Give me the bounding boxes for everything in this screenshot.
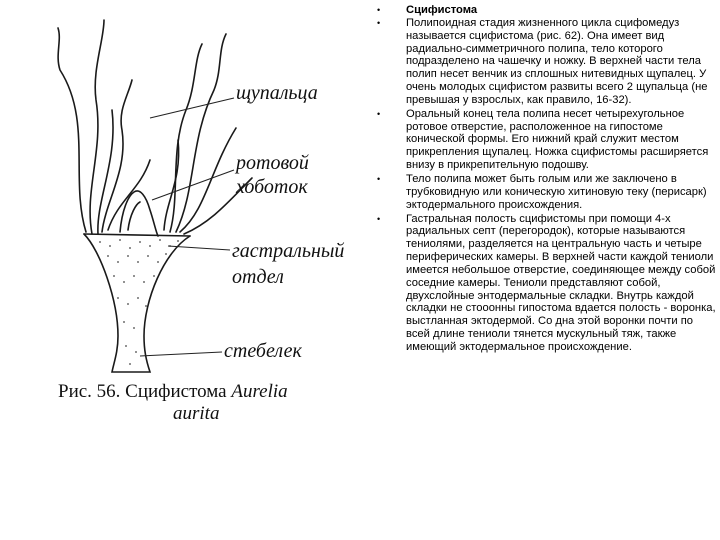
label-mouth-line1: ротовой — [236, 152, 309, 174]
bullet-paragraph-1 — [376, 17, 716, 107]
gastric-stipple — [99, 239, 179, 365]
figure-caption — [58, 381, 288, 425]
bullet-marker: • — [377, 213, 381, 224]
leader-line-stalk — [140, 352, 222, 356]
caption-number: 56. — [96, 381, 121, 402]
bullet-marker: • — [377, 17, 381, 28]
caption-name: Сцифистома — [125, 381, 227, 402]
leader-line-mouth — [152, 170, 234, 200]
caption-species: aurita — [173, 403, 220, 424]
bullet-paragraph-3 — [376, 173, 716, 212]
paragraph-2: Оральный конец тела полипа несет четырехугольное ротовое отверстие, расположенное на гипостоме конической формы. Его нижний край служит местом прикрепления щупалец. Ножка сцифистомы расширяется внизу в прикрепительную подошву. — [406, 107, 709, 172]
mouth-proboscis — [120, 191, 158, 236]
bullet-paragraph-4 — [376, 213, 716, 354]
tentacle — [102, 80, 132, 232]
leader-line-gastric — [168, 246, 230, 250]
bullet-marker: • — [377, 5, 381, 15]
label-gastric-line1: гастральный — [232, 240, 345, 262]
caption-prefix: Рис. — [58, 381, 92, 402]
label-tentacles: щупальца — [236, 82, 318, 104]
calyx-outline — [84, 234, 190, 372]
tentacle — [58, 28, 86, 232]
bullet-marker: • — [377, 173, 381, 184]
leader-line-tentacles — [150, 98, 234, 118]
paragraph-1: Полипоидная стадия жизненного цикла сцифомедуз называется сцифистома (рис. 62). Она имеет вид радиально-симметричного полипа, тело которого подразделено на чашечку и ножку. В верхней части тела полип несет венчик из сплошных нитевидных щупалец. У очень молодых сцифистом развиты всего 2 щупальца (не превышая у взрослых, как правило, 16-32). — [406, 16, 708, 106]
caption-genus: Aurelia — [231, 381, 288, 402]
text-column — [376, 4, 716, 354]
paragraph-3: Тело полипа может быть голым или же заключено в трубковидную или коническую хитиновую теку (перисарк) эктодермального происхождения. — [406, 172, 707, 211]
bullet-paragraph-2 — [376, 108, 716, 172]
label-gastric-line2: отдел — [232, 266, 284, 288]
bullet-title — [376, 4, 716, 17]
section-title: Сцифистома — [406, 4, 478, 16]
label-mouth-line2: хоботок — [236, 176, 308, 198]
bullet-marker: • — [377, 108, 381, 119]
paragraph-4: Гастральная полость сцифистомы при помощи 4-х радиальных септ (перегородок), которые называются тениолями, разделяется на центральную часть и четыре периферических камеры. В верхней части каждой тениоли имеется небольшое отверстие, соединяющее между собой соседние камеры. Тениоли представляют собой, двухслойные энтодермальные складки. Внутрь каждой складки не стооонны гипостома вдается полость - воронка, выстланная эктодермой. Со дна этой воронки почти по всей длине тениоли тянется мускульный тяж, также имеющий эктодермальное происхождение. — [406, 212, 716, 353]
label-stalk: стебелек — [224, 340, 302, 362]
